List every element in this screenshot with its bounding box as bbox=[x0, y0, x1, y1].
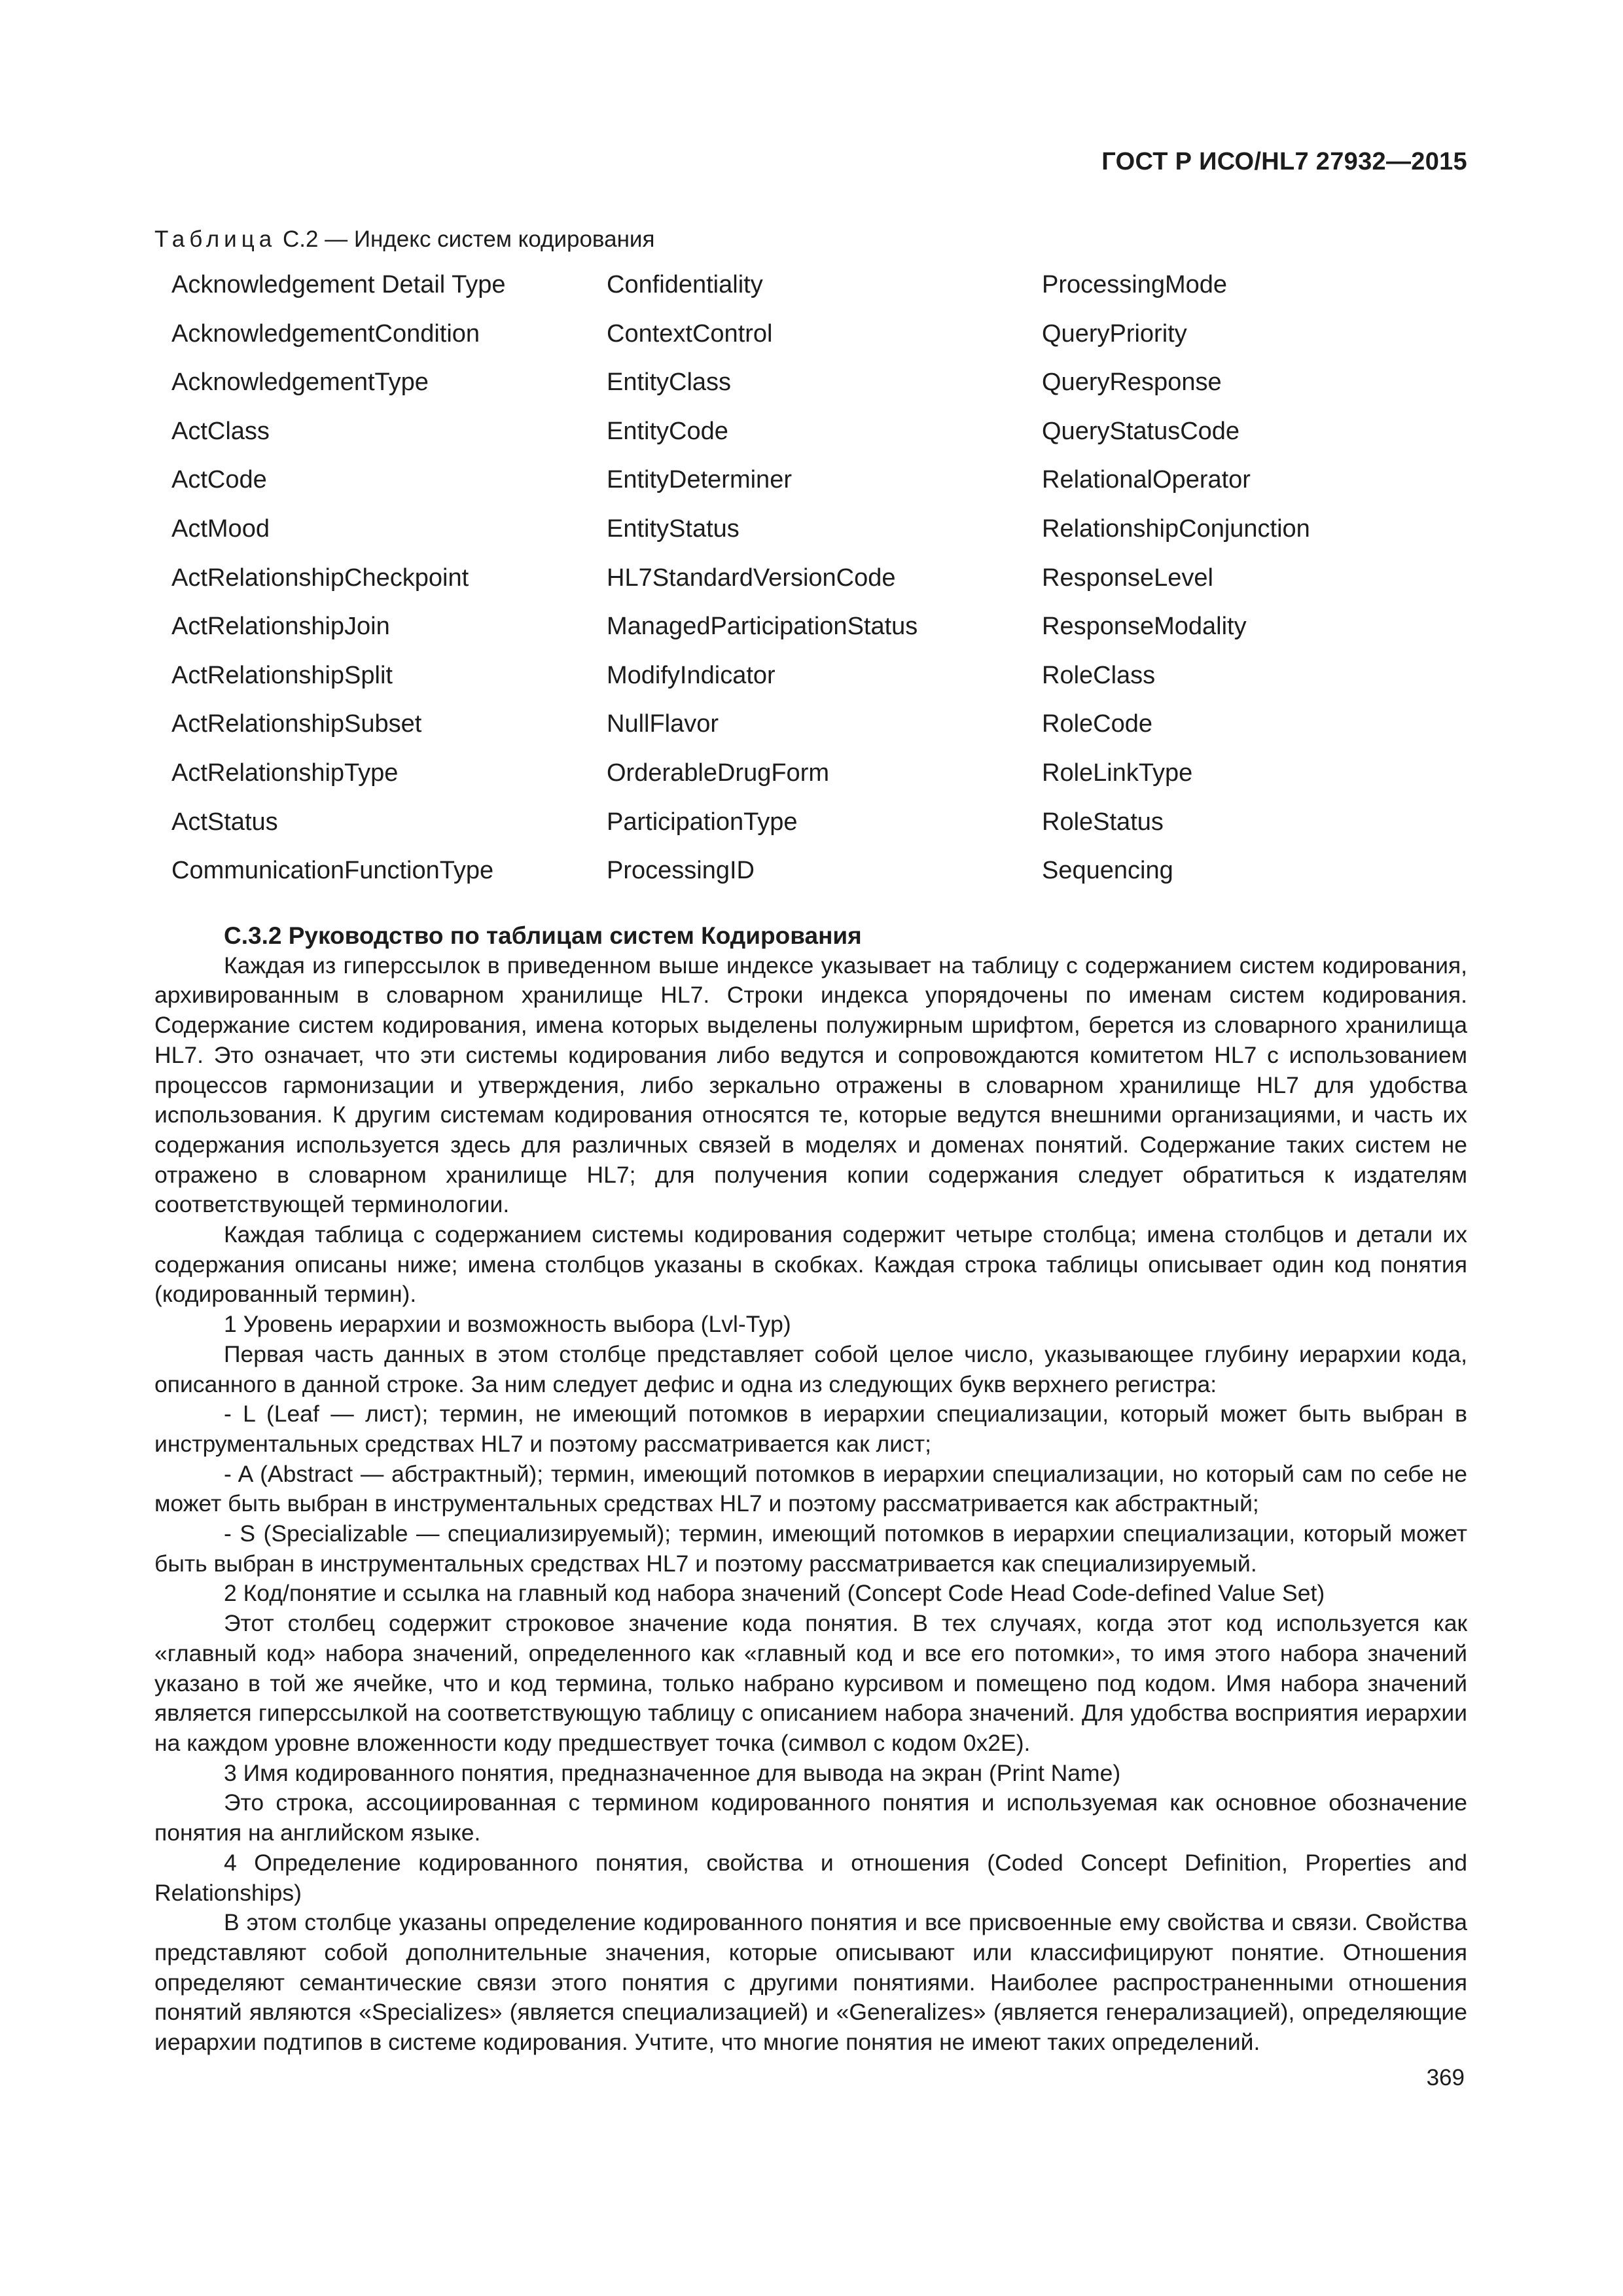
table-row bbox=[171, 320, 1435, 369]
coding-system-link[interactable]: ActMood bbox=[171, 514, 270, 543]
table-row bbox=[171, 808, 1435, 857]
table-row bbox=[171, 857, 1435, 906]
coding-system-link[interactable]: ContextControl bbox=[607, 319, 773, 348]
list-item: - A (Abstract — абстрактный); термин, имеющий потомков в иерархии специализации, но который сам по себе не может быть выбран в инструментальных средствах HL7 и поэтому рассматривается как абстрактный; bbox=[154, 1460, 1467, 1517]
table-row bbox=[171, 368, 1435, 418]
table-row bbox=[171, 613, 1435, 662]
list-item: - L (Leaf — лист); термин, не имеющий потомков в иерархии специализации, который может быть выбран в инструментальных средствах HL7 и поэтому рассматривается как лист; bbox=[154, 1401, 1467, 1457]
table-row bbox=[171, 564, 1435, 613]
coding-system-link[interactable]: ModifyIndicator bbox=[607, 661, 776, 689]
coding-system-link[interactable]: ParticipationType bbox=[607, 808, 798, 836]
paragraph: Это строка, ассоциированная с термином кодированного понятия и используемая как основное обозначение понятия на английском языке. bbox=[154, 1789, 1467, 1846]
coding-system-link[interactable]: ManagedParticipationStatus bbox=[607, 613, 918, 641]
coding-system-link[interactable]: NullFlavor bbox=[607, 710, 719, 738]
coding-system-link[interactable]: Confidentiality bbox=[607, 271, 763, 298]
table-row bbox=[171, 466, 1435, 515]
paragraph: Каждая из гиперссылок в приведенном выше индексе указывает на таблицу с содержанием систем кодирования, архивированным в словарном хранилище HL7. Строки индекса упорядочены по именам систем кодирования. Содержание систем кодирования, имена которых выделены полужирным шрифтом, берется из словарного хранилища HL7. Это означает, что эти системы кодирования либо ведутся и сопровождаются комитетом HL7 с использованием процессов гармонизации и утверждения, либо зеркально отражены в словарном хранилище HL7 для удобства использования. К другим системам кодирования относятся те, которые ведутся внешними организациями, и часть их содержания используется здесь для различных связей в моделях и доменах понятий. Содержание таких систем не отражено в словарном хранилище HL7; для получения копии содержания следует обратиться к издателям соответствующей терминологии. bbox=[154, 952, 1467, 1218]
paragraph: Каждая таблица с содержанием системы кодирования содержит четыре столбца; имена столбцов и детали их содержания описаны ниже; имена столбцов указаны в скобках. Каждая строка таблицы описывает один код понятия (кодированный термин). bbox=[154, 1221, 1467, 1308]
paragraph: 2 Код/понятие и ссылка на главный код набора значений (Concept Code Head Code-defined Value Set) bbox=[224, 1580, 1325, 1607]
table-row bbox=[171, 271, 1435, 320]
coding-system-link[interactable]: RelationalOperator bbox=[1042, 466, 1251, 494]
coding-system-link[interactable]: QueryPriority bbox=[1042, 319, 1187, 348]
coding-system-link[interactable]: EntityCode bbox=[607, 417, 728, 445]
document-header: ГОСТ Р ИСО/HL7 27932—2015 bbox=[1101, 148, 1467, 175]
index-table-body bbox=[171, 271, 1435, 906]
table-row bbox=[171, 759, 1435, 808]
page-number: 369 bbox=[1426, 2065, 1465, 2090]
coding-system-link[interactable]: ResponseLevel bbox=[1042, 564, 1213, 592]
coding-system-link[interactable]: ActRelationshipType bbox=[171, 759, 399, 787]
table-row bbox=[171, 710, 1435, 759]
paragraph: Первая часть данных в этом столбце представляет собой целое число, указывающее глубину иерархии кода, описанного в данной строке. За ним следует дефис и одна из следующих букв верхнего регистра: bbox=[154, 1340, 1467, 1397]
coding-system-link[interactable]: RoleClass bbox=[1042, 661, 1156, 689]
coding-system-link[interactable]: ActRelationshipJoin bbox=[171, 613, 390, 641]
paragraph: Этот столбец содержит строковое значение кода понятия. В тех случаях, когда этот код используется как «главный код» набора значений, определенного как «главный код и все его потомки», то имя этого набора значений указано в той же ячейке, что и код термина, только набрано курсивом и помещено под кодом. Имя набора значений является гиперссылкой на соответствующую таблицу с описанием набора значений. Для удобства восприятия иерархии на каждом уровне вложенности коду предшествует точка (символ с кодом 0x2E). bbox=[154, 1610, 1467, 1756]
coding-system-link[interactable]: ActStatus bbox=[171, 808, 278, 836]
coding-system-link[interactable]: EntityStatus bbox=[607, 514, 740, 543]
coding-system-link[interactable]: CommunicationFunctionType bbox=[171, 857, 494, 885]
coding-system-link[interactable]: RelationshipConjunction bbox=[1042, 514, 1310, 543]
table-row bbox=[171, 515, 1435, 564]
paragraph: 1 Уровень иерархии и возможность выбора (Lvl-Typ) bbox=[224, 1311, 791, 1338]
coding-system-link[interactable]: HL7StandardVersionCode bbox=[607, 564, 896, 592]
paragraph: 3 Имя кодированного понятия, предназначенное для вывода на экран (Print Name) bbox=[224, 1759, 1121, 1786]
coding-system-link[interactable]: RoleCode bbox=[1042, 710, 1152, 738]
section-body bbox=[154, 921, 1467, 2058]
coding-system-link[interactable]: ActRelationshipSubset bbox=[171, 710, 422, 738]
coding-system-link[interactable]: EntityDeterminer bbox=[607, 466, 792, 494]
coding-system-link[interactable]: ProcessingMode bbox=[1042, 271, 1228, 298]
coding-system-link[interactable]: ResponseModality bbox=[1042, 613, 1247, 641]
table-row bbox=[171, 418, 1435, 467]
coding-system-link[interactable]: ActRelationshipCheckpoint bbox=[171, 564, 469, 592]
coding-system-link[interactable]: QueryStatusCode bbox=[1042, 417, 1240, 445]
coding-system-link[interactable]: AcknowledgementCondition bbox=[171, 319, 480, 348]
coding-system-link[interactable]: EntityClass bbox=[607, 368, 732, 397]
coding-system-link[interactable]: OrderableDrugForm bbox=[607, 759, 829, 787]
table-caption-title: С.2 — Индекс систем кодирования bbox=[276, 226, 655, 252]
coding-system-link[interactable]: Sequencing bbox=[1042, 857, 1173, 885]
coding-system-link[interactable]: ActRelationshipSplit bbox=[171, 661, 393, 689]
table-row bbox=[171, 662, 1435, 711]
list-item: - S (Specializable — специализируемый); термин, имеющий потомков в иерархии специализации, который может быть выбран в инструментальных средствах HL7 и поэтому рассматривается как специализируемый. bbox=[154, 1520, 1467, 1577]
coding-system-link[interactable]: QueryResponse bbox=[1042, 368, 1222, 397]
coding-system-link[interactable]: ProcessingID bbox=[607, 857, 755, 885]
coding-system-link[interactable]: ActClass bbox=[171, 417, 270, 445]
coding-system-link[interactable]: RoleStatus bbox=[1042, 808, 1164, 836]
coding-system-link[interactable]: RoleLinkType bbox=[1042, 759, 1193, 787]
table-caption-label: Таблица bbox=[154, 226, 277, 252]
coding-system-link[interactable]: AcknowledgementType bbox=[171, 368, 429, 397]
coding-system-link[interactable]: ActCode bbox=[171, 466, 267, 494]
paragraph: В этом столбце указаны определение кодированного понятия и все присвоенные ему свойства и связи. Свойства представляют собой дополнительные значения, которые описывают или классифицируют понятие. Отношения определяют семантические связи этого понятия с другими понятиями. Наиболее распространенными отношения понятий являются «Specializes» (является специализацией) и «Generalizes» (является генерализацией), определяющие иерархии подтипов в системе кодирования. Учтите, что многие понятия не имеют таких определений. bbox=[154, 1909, 1467, 2056]
coding-system-link[interactable]: Acknowledgement Detail Type bbox=[171, 271, 506, 298]
section-heading: С.3.2 Руководство по таблицам систем Кодирования bbox=[224, 922, 862, 949]
coding-systems-index-table bbox=[171, 271, 1435, 906]
paragraph: 4 Определение кодированного понятия, свойства и отношения (Coded Concept Definition, Properties and Relationships) bbox=[154, 1849, 1467, 1906]
table-caption bbox=[154, 226, 654, 253]
